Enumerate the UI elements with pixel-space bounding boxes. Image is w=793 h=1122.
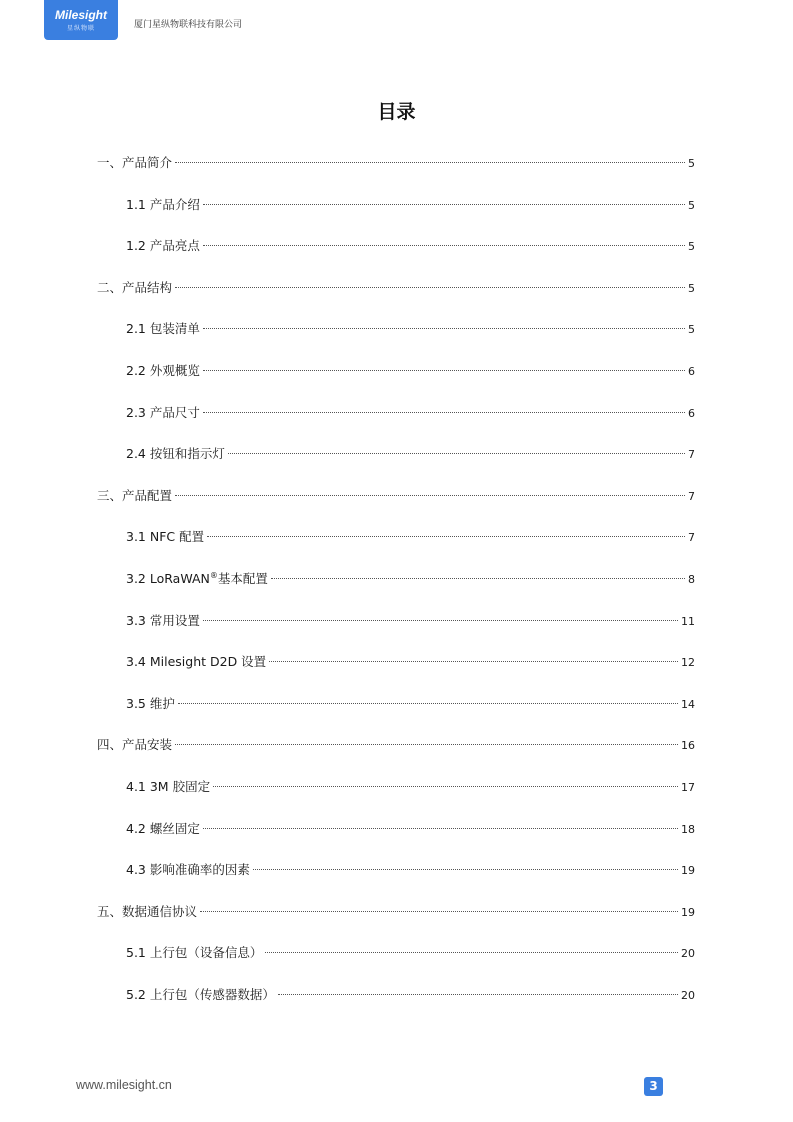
toc-page-number: 19	[681, 905, 695, 919]
toc-entry-label	[126, 404, 200, 422]
toc-entry-text: 3.2 LoRaWAN	[126, 571, 210, 586]
toc-entry-label	[126, 196, 200, 214]
toc-page-number: 8	[688, 573, 695, 586]
toc-entry-label	[126, 986, 275, 1004]
toc-page-number: 5	[688, 198, 695, 212]
toc-entry-label	[97, 736, 172, 754]
toc-page-number: 5	[688, 323, 695, 337]
toc-entry-label	[126, 653, 266, 671]
toc-entry-text: 二、产品结构	[97, 279, 173, 295]
toc-entry-label	[97, 279, 172, 297]
toc-entry[interactable]	[97, 487, 695, 505]
toc-entry-text: 3.3 常用设置	[126, 612, 200, 628]
toc-entry[interactable]	[126, 528, 695, 546]
toc-page-number: 7	[688, 531, 695, 545]
toc-entry-label	[126, 944, 262, 962]
toc-entry-text: 一、产品简介	[97, 155, 173, 170]
toc-leader-dots	[271, 578, 685, 579]
toc-entry[interactable]	[126, 778, 695, 796]
toc-page-number: 7	[688, 448, 695, 462]
toc-entry-text: 1.1 产品介绍	[126, 196, 200, 212]
toc-entry[interactable]	[126, 404, 695, 422]
toc-leader-dots	[213, 786, 678, 787]
toc-page-number: 5	[688, 157, 695, 170]
toc-page-number: 14	[681, 697, 695, 711]
toc-entry[interactable]	[97, 736, 695, 754]
toc-entry-label	[126, 695, 175, 713]
toc-leader-dots	[228, 453, 685, 454]
toc-entry-label	[126, 861, 250, 879]
toc-entry-text: 1.2 产品亮点	[126, 238, 200, 254]
toc-page-number: 7	[688, 489, 695, 503]
toc-page-number: 5	[688, 240, 695, 254]
toc-entry-label	[126, 320, 200, 338]
toc-entry-label	[126, 820, 200, 838]
toc-entry-label	[97, 903, 197, 921]
toc-entry-label	[126, 445, 225, 463]
toc-page-number: 20	[681, 947, 695, 961]
toc-page-number: 6	[688, 406, 695, 420]
toc-leader-dots	[269, 661, 678, 662]
toc-page-number: 18	[681, 822, 695, 836]
toc-leader-dots	[178, 703, 678, 704]
toc-leader-dots	[203, 370, 685, 371]
toc-entry-text: 3.1 NFC 配置	[126, 529, 205, 545]
toc-entry[interactable]	[126, 445, 695, 463]
toc-leader-dots	[253, 869, 678, 870]
toc-entry-label	[126, 778, 210, 796]
logo-subtext: 星纵物联	[66, 25, 95, 32]
page-title: 目录	[377, 101, 416, 123]
toc-entry-text: 4.3 影响准确率的因素	[126, 862, 250, 878]
registered-mark: ®	[209, 571, 218, 580]
toc-entry-label	[126, 237, 200, 255]
toc-page-number: 5	[688, 281, 695, 295]
toc-entry-label	[126, 612, 200, 630]
toc-entry[interactable]	[126, 570, 695, 588]
toc-entry-text: 5.1 上行包（设备信息）	[126, 945, 263, 961]
toc-entry-text: 4.1 3M 胶固定	[126, 779, 211, 794]
page-number-badge: 3	[644, 1077, 663, 1096]
toc-entry[interactable]	[126, 986, 695, 1004]
toc-entry-text: 2.3 产品尺寸	[126, 404, 200, 420]
toc-page-number: 6	[688, 365, 695, 378]
toc-leader-dots	[175, 744, 678, 745]
company-name: 厦门星纵物联科技有限公司	[134, 20, 243, 30]
toc-entry-text: 4.2 螺丝固定	[126, 820, 200, 836]
toc-leader-dots	[203, 828, 678, 829]
logo-text: Milesight	[54, 8, 107, 22]
toc-entry-suffix: 基本配置	[217, 571, 268, 586]
toc-entry[interactable]	[126, 196, 695, 214]
footer-url[interactable]: www.milesight.cn	[76, 1078, 172, 1092]
toc-entry[interactable]	[126, 320, 695, 338]
toc-page-number: 12	[681, 656, 695, 670]
toc-entry-text: 2.2 外观概览	[126, 363, 200, 378]
toc-leader-dots	[175, 287, 685, 288]
toc-page-number: 19	[681, 864, 695, 878]
toc-entry[interactable]	[126, 861, 695, 879]
toc-entry[interactable]	[126, 653, 695, 671]
toc-leader-dots	[278, 994, 678, 995]
toc-page-number: 16	[681, 739, 695, 753]
toc-page-number: 17	[681, 781, 695, 794]
toc-leader-dots	[203, 412, 685, 413]
toc-leader-dots	[175, 162, 685, 163]
toc-leader-dots	[175, 495, 685, 496]
toc-entry-label	[97, 487, 172, 505]
toc-entry[interactable]	[126, 237, 695, 255]
toc-entry-text: 3.5 维护	[126, 695, 175, 711]
toc-entry-label	[97, 154, 172, 172]
toc-entry[interactable]	[97, 154, 695, 172]
toc-entry-text: 三、产品配置	[97, 487, 173, 503]
toc-entry[interactable]	[126, 362, 695, 380]
toc-entry[interactable]	[126, 944, 695, 962]
toc-entry[interactable]	[126, 820, 695, 838]
toc-leader-dots	[203, 245, 685, 246]
toc-entry-text: 3.4 Milesight D2D 设置	[126, 654, 267, 670]
toc-entry-text: 5.2 上行包（传感器数据）	[126, 987, 275, 1002]
toc-entry-text: 四、产品安装	[97, 737, 173, 753]
toc-entry-label	[126, 570, 268, 588]
toc-page-number: 11	[681, 614, 695, 628]
toc-leader-dots	[203, 328, 685, 329]
toc-entry-text: 2.1 包装清单	[126, 321, 200, 337]
toc-entry[interactable]	[97, 903, 695, 921]
toc-entry[interactable]	[97, 279, 695, 297]
toc-leader-dots	[203, 204, 685, 205]
toc-entry-text: 五、数据通信协议	[97, 903, 198, 919]
toc-entry[interactable]	[126, 695, 695, 713]
toc-leader-dots	[203, 620, 678, 621]
toc-leader-dots	[207, 536, 685, 537]
toc-entry-label	[126, 362, 200, 380]
toc-entry-label	[126, 528, 204, 546]
toc-leader-dots	[200, 911, 678, 912]
toc-leader-dots	[265, 952, 678, 953]
toc-page-number: 20	[681, 989, 695, 1002]
toc-entry[interactable]	[126, 612, 695, 630]
toc-entry-text: 2.4 按钮和指示灯	[126, 446, 225, 462]
